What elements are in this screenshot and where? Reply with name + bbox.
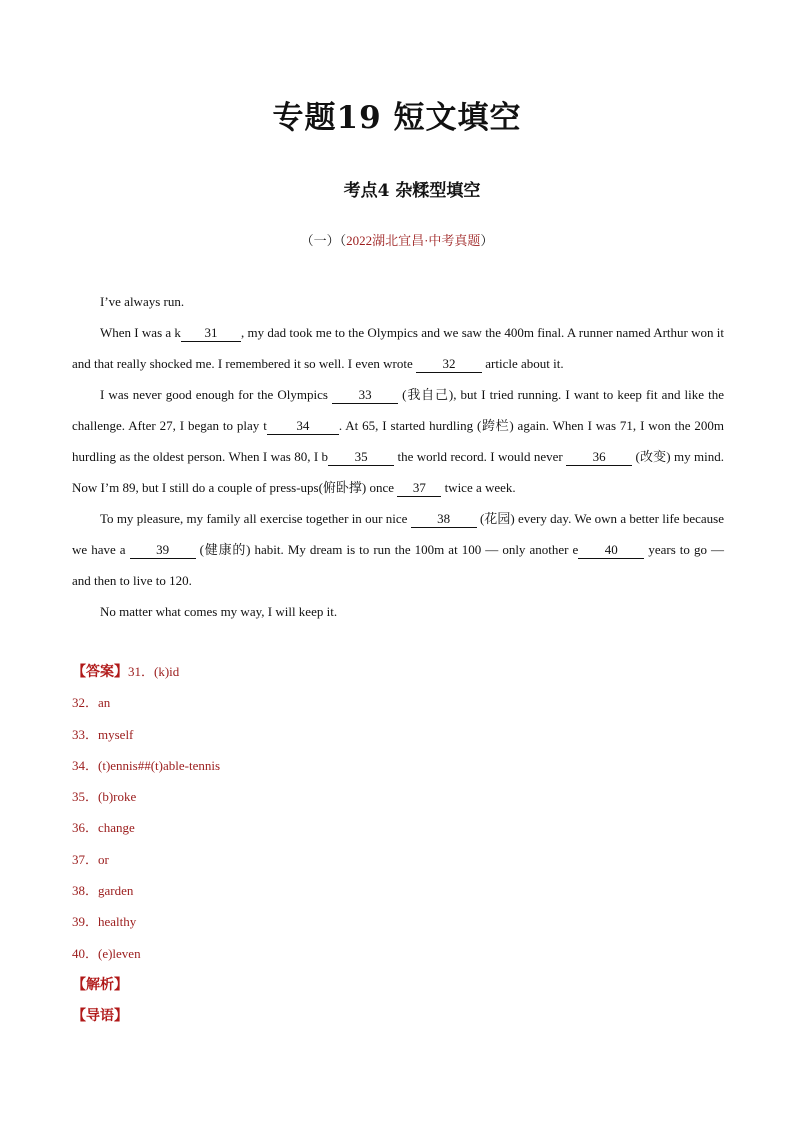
answer-item: 36．change xyxy=(72,820,135,836)
answer-item: 40．(e)leven xyxy=(72,945,141,961)
blank-38[interactable]: 38 xyxy=(411,511,477,528)
answer-section xyxy=(72,661,220,1037)
section-prefix: （一）（ xyxy=(300,233,347,248)
section-source: 2022湖北宜昌·中考真题 xyxy=(346,233,481,248)
answer-label: 【答案】 xyxy=(72,664,128,680)
blank-40[interactable]: 40 xyxy=(578,542,644,559)
blank-34[interactable]: 34 xyxy=(267,418,339,435)
page-subtitle: 考点4 杂糅型填空 xyxy=(343,181,481,201)
answer-item: 35．(b)roke xyxy=(72,789,137,805)
section-heading xyxy=(0,230,794,249)
answer-item: 31．(k)id xyxy=(128,664,180,679)
passage-paragraph-2: When I was a k 31 , my dad took me to the Olympics and we saw the 400m final. A runner named Arthur won it and that really shocked me. I remembered it so well. I even wrote 32 article about it. xyxy=(72,325,724,371)
passage-paragraph-4: To my pleasure, my family all exercise together in our nice 38 (花园) every day. We own a better life because we have a 39 (健康的) habit. My dream is to run the 100m at 100 — only another e 40 years to go — and then to live to 120. xyxy=(72,511,725,588)
blank-39[interactable]: 39 xyxy=(130,542,196,559)
section-suffix: ） xyxy=(480,233,494,248)
answer-item: 33．myself xyxy=(72,726,134,742)
blank-35[interactable]: 35 xyxy=(328,449,394,466)
answer-item: 38．garden xyxy=(72,883,134,899)
analysis-label: 【解析】 xyxy=(72,976,128,993)
passage-paragraph-5: No matter what comes my way, I will keep it. xyxy=(100,604,338,619)
answer-item: 34．(t)ennis##(t)able-tennis xyxy=(72,757,221,773)
passage-paragraph-1: I’ve always run. xyxy=(100,294,185,309)
blank-31[interactable]: 31 xyxy=(181,325,241,342)
answer-item: 37．or xyxy=(72,851,109,867)
blank-32[interactable]: 32 xyxy=(416,356,482,373)
answer-item: 39．healthy xyxy=(72,914,137,930)
page-title: 专题19 短文填空 xyxy=(272,100,522,136)
analysis-label-row xyxy=(72,974,220,1005)
guide-label-row xyxy=(72,1005,220,1036)
passage xyxy=(72,286,724,627)
blank-33[interactable]: 33 xyxy=(332,387,398,404)
answer-item: 32．an xyxy=(72,695,111,711)
guide-label: 【导语】 xyxy=(72,1008,128,1025)
blank-37[interactable]: 37 xyxy=(397,480,441,497)
blank-36[interactable]: 36 xyxy=(566,449,632,466)
passage-paragraph-3: I was never good enough for the Olympics 33 (我自己), but I tried running. I want to keep fit and like the challenge. After 27, I began to play t 34 . At 65, I started hurdling (跨栏) again. When I was 71, I won the 200m hurdling as the oldest person. When I was 80, I b 35 the world record. I would never 36 (改变) my mind. Now I’m 89, but I still do a couple of press-ups(俯卧撑) once 37 twice a week. xyxy=(72,387,725,495)
answer-row-31 xyxy=(72,661,220,692)
